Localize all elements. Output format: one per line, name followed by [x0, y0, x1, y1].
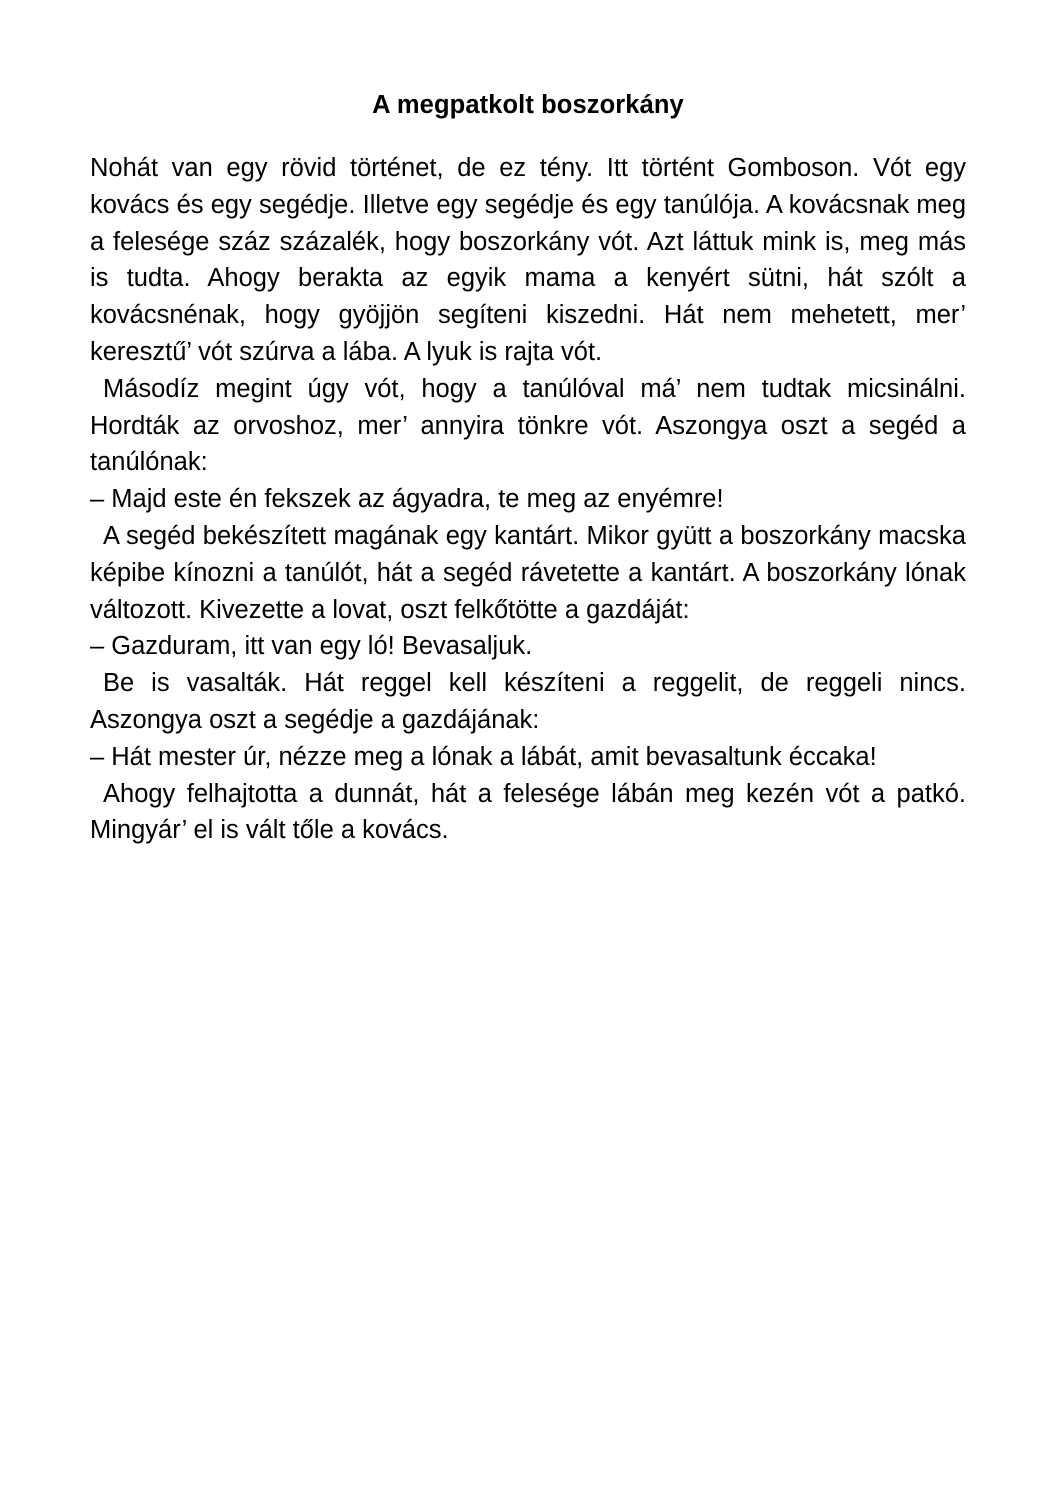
paragraph-3: A segéd bekészített magának egy kantárt. Mikor gyütt a boszorkány macska képibe kínozni a tanúlót, hát a segéd rávetette a kantárt. A boszorkány lónak változott. Kivezette a lovat, oszt felkőtötte a gazdáját: [90, 521, 966, 624]
paragraph-2: Másodíz megint úgy vót, hogy a tanúlóval má’ nem tudtak micsinálni. Hordták az orvoshoz, mer’ annyira tönkre vót. Aszongya oszt a segéd a tanúlónak: [90, 374, 966, 477]
paragraph-4: Be is vasalták. Hát reggel kell készíteni a reggelit, de reggeli nincs. Aszongya oszt a segédje a gazdájának: [90, 669, 966, 734]
dialogue-line-3: – Hát mester úr, nézze meg a lónak a lábát, amit bevasaltunk éccaka! [90, 742, 877, 771]
story-body [90, 150, 966, 849]
paragraph-5: Ahogy felhajtotta a dunnát, hát a felesége lábán meg kezén vót a patkó. Mingyár’ el is vált tőle a kovács. [90, 779, 966, 845]
document-content [90, 88, 966, 849]
dialogue-line-1: – Majd este én fekszek az ágyadra, te meg az enyémre! [90, 485, 724, 514]
page-title: A megpatkolt boszorkány [372, 91, 684, 119]
dialogue-line-2: – Gazduram, itt van egy ló! Bevasaljuk. [90, 632, 533, 661]
paragraph-1: Nohát van egy rövid történet, de ez tény. Itt történt Gomboson. Vót egy kovács és egy segédje. Illetve egy segédje és egy tanúlója. A kovácsnak meg a felesége száz százalék, hogy boszorkány vót. Azt láttuk mink is, meg más is tudta. Ahogy berakta az egyik mama a kenyért sütni, hát szólt a kovácsnénak, hogy gyöjjön segíteni kiszedni. Hát nem mehetett, mer’ keresztű’ vót szúrva a lába. A lyuk is rajta vót. [90, 154, 966, 366]
